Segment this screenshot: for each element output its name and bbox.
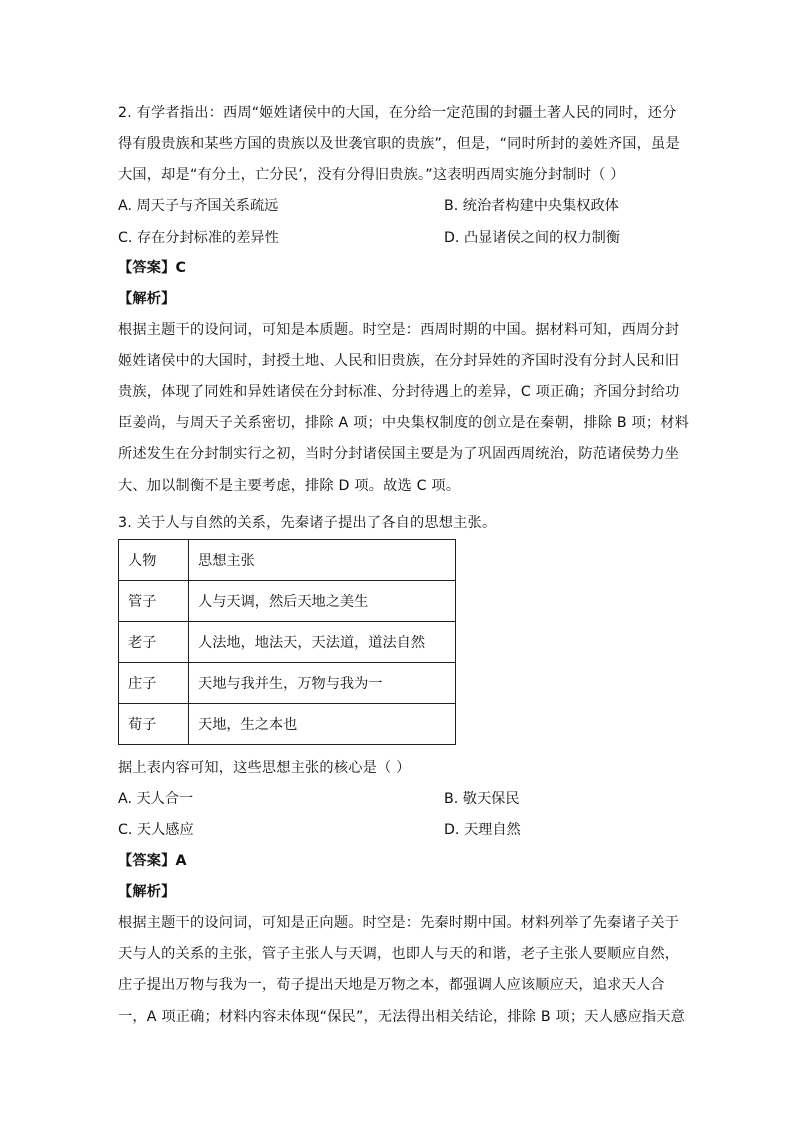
table-cell-person: 管子	[119, 581, 189, 622]
q3-analysis-line-2: 天与人的关系的主张，管子主张人与天调，也即人与天的和谐，老子主张人要顺应自然，	[118, 946, 680, 962]
table-row	[119, 622, 456, 663]
q2-analysis-line-6: 大、加以制衡不是主要考虑，排除 D 项。故选 C 项。	[118, 478, 461, 494]
q2-answer: 【答案】C	[118, 260, 187, 276]
q2-analysis-line-2: 姬姓诸侯中的大国时，封授土地、人民和旧贵族，在分封异姓的齐国时没有分封人民和旧	[118, 353, 680, 369]
q3-analysis-line-1: 根据主题干的设问词，可知是正向题。时空是：先秦时期中国。材料列举了先秦诸子关于	[118, 915, 680, 931]
table-cell-idea: 人法地，地法天，天法道，道法自然	[189, 622, 456, 663]
q3-option-b: B. 敬天保民	[444, 791, 520, 807]
q3-stem: 3. 关于人与自然的关系，先秦诸子提出了各自的思想主张。	[118, 515, 497, 531]
table-row	[119, 704, 456, 745]
q3-option-c: C. 天人感应	[118, 822, 194, 838]
table-cell-idea: 天地，生之本也	[189, 704, 456, 745]
q3-question: 据上表内容可知，这些思想主张的核心是（ ）	[118, 760, 411, 776]
table-cell-person: 庄子	[119, 663, 189, 704]
table-row	[119, 663, 456, 704]
table-header-cell: 思想主张	[189, 540, 456, 581]
q2-analysis-line-5: 所述发生在分封制实行之初，当时分封诸侯国主要是为了巩固西周统治，防范诸侯势力坐	[118, 446, 680, 462]
q2-analysis-line-1: 根据主题干的设问词，可知是本质题。时空是：西周时期的中国。据材料可知，西周分封	[118, 322, 680, 338]
table-cell-person: 荀子	[119, 704, 189, 745]
table-cell-person: 老子	[119, 622, 189, 663]
q3-answer: 【答案】A	[118, 853, 187, 869]
q2-analysis-label: 【解析】	[118, 291, 176, 307]
q2-stem-line-1: 2. 有学者指出：西周“姬姓诸侯中的大国，在分给一定范围的封疆土著人民的同时，还分	[118, 105, 677, 121]
q2-stem-line-3: 大国，却是“有分土，亡分民’，没有分得旧贵族。”这表明西周实施分封制时（ ）	[118, 167, 625, 183]
table-cell-idea: 天地与我并生，万物与我为一	[189, 663, 456, 704]
q3-option-a: A. 天人合一	[118, 791, 194, 807]
table-header-row	[119, 540, 456, 581]
table-header-cell: 人物	[119, 540, 189, 581]
thinkers-table	[118, 539, 456, 745]
q2-option-d: D. 凸显诸侯之间的权力制衡	[444, 230, 621, 246]
q2-analysis-line-3: 贵族，体现了同姓和异姓诸侯在分封标准、分封待遇上的差异，C 项正确；齐国分封给功	[118, 384, 680, 400]
table-row	[119, 581, 456, 622]
q3-analysis-line-3: 庄子提出万物与我为一，荀子提出天地是万物之本，都强调人应该顺应天，追求天人合	[118, 977, 665, 993]
q2-option-a: A. 周天子与齐国关系疏远	[118, 198, 279, 214]
q2-stem-line-2: 得有殷贵族和某些方国的贵族以及世袭官职的贵族”，但是，“同时所封的姜姓齐国，虽是	[118, 136, 680, 152]
q3-analysis-line-4: 一，A 项正确；材料内容未体现“保民”，无法得出相关结论，排除 B 项；天人感应指天意	[118, 1009, 686, 1025]
table-cell-idea: 人与天调，然后天地之美生	[189, 581, 456, 622]
q3-option-d: D. 天理自然	[444, 822, 521, 838]
q2-analysis-line-4: 臣姜尚，与周天子关系密切，排除 A 项；中央集权制度的创立是在秦朝，排除 B 项；材料	[118, 415, 690, 431]
q2-option-c: C. 存在分封标准的差异性	[118, 230, 279, 246]
q3-analysis-label: 【解析】	[118, 884, 176, 900]
q2-option-b: B. 统治者构建中央集权政体	[444, 198, 619, 214]
